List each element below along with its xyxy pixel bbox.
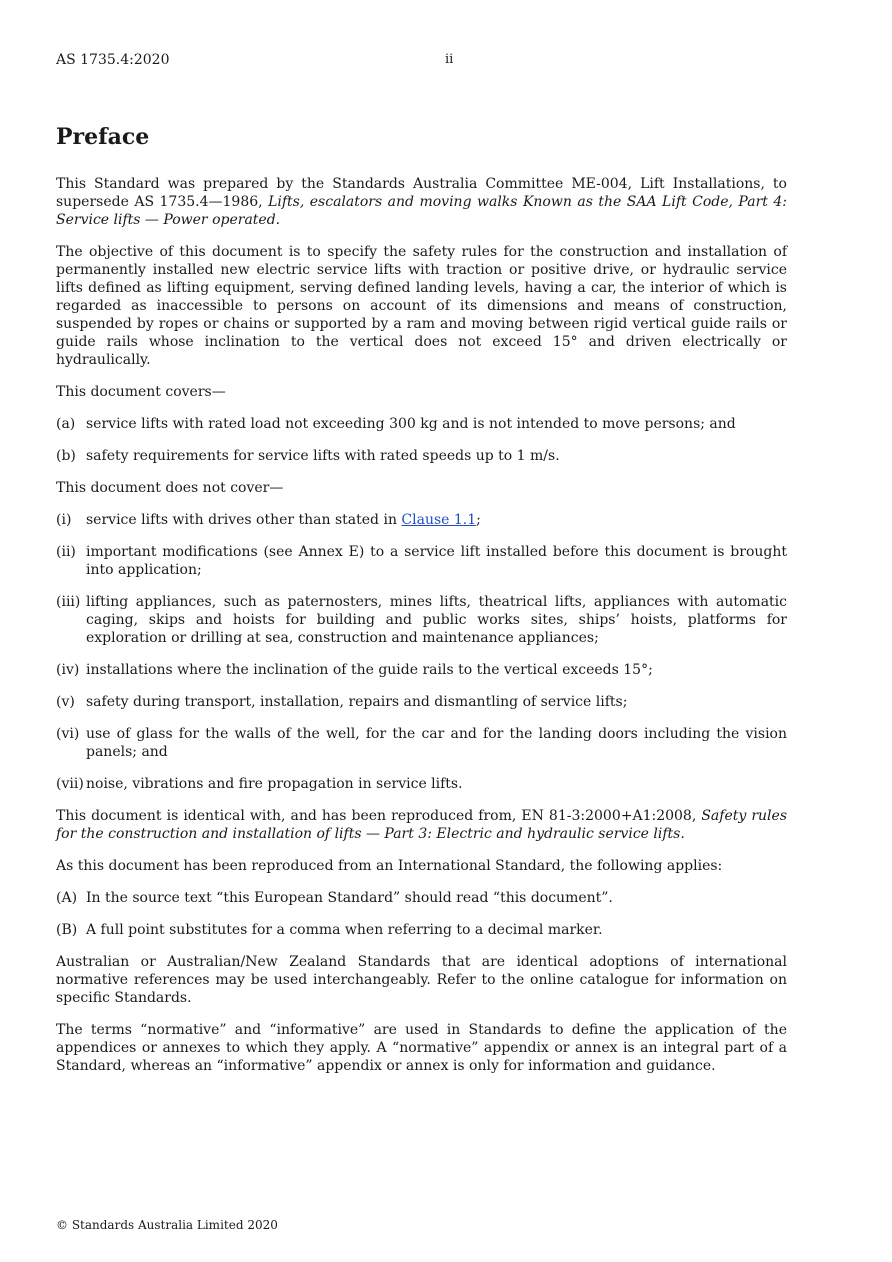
not-cover-intro: This document does not cover— xyxy=(56,480,284,496)
list-text: use of glass for the walls of the well, for the car and for the landing doors including the vision panels; and xyxy=(86,726,787,760)
list-label: (iv) xyxy=(56,662,80,678)
list-label: (b) xyxy=(56,448,76,464)
preface-body xyxy=(56,175,787,1089)
list-text: service lifts with rated load not exceeding 300 kg and is not intended to move persons; and xyxy=(86,416,736,432)
list-text: installations where the inclination of the guide rails to the vertical exceeds 15°; xyxy=(86,662,653,678)
list-item xyxy=(56,725,787,761)
list-label: (v) xyxy=(56,694,75,710)
list-item xyxy=(56,447,787,465)
document-id: AS 1735.4:2020 xyxy=(56,52,170,68)
copyright-footer: © Standards Australia Limited 2020 xyxy=(56,1218,278,1232)
list-text: A full point substitutes for a comma when referring to a decimal marker. xyxy=(86,922,603,938)
list-label: (a) xyxy=(56,416,76,432)
list-item xyxy=(56,511,787,529)
list-item xyxy=(56,543,787,579)
list-text: In the source text “this European Standard” should read “this document”. xyxy=(86,890,613,906)
list-label: (ii) xyxy=(56,544,76,560)
list-item xyxy=(56,415,787,433)
list-text: noise, vibrations and fire propagation in service lifts. xyxy=(86,776,463,792)
list-text xyxy=(86,511,787,529)
identical-paragraph xyxy=(56,807,787,843)
list-text: important modifications (see Annex E) to a service lift installed before this document is brought into application; xyxy=(86,544,787,578)
list-item xyxy=(56,921,787,939)
list-label: (vii) xyxy=(56,776,84,792)
list-label: (A) xyxy=(56,890,78,906)
intro-paragraph xyxy=(56,175,787,229)
page-number: ii xyxy=(445,52,454,67)
objective-paragraph: The objective of this document is to specify the safety rules for the construction and installation of permanently installed new electric service lifts with traction or positive drive, or hydraulic service lifts defined as lifting equipment, serving defined landing levels, having a car, the interior of which is regarded as inaccessible to persons on account of its dimensions and means of construction, suspended by ropes or chains or supported by a ram and moving between rigid vertical guide rails or guide rails whose inclination to the vertical does not exceed 15° and driven electrically or hydraulically. xyxy=(56,244,787,368)
terms-paragraph: The terms “normative” and “informative” are used in Standards to define the application of the appendices or annexes to which they apply. A “normative” appendix or annex is an integral part of a Standard, whereas an “informative” appendix or annex is only for information and guidance. xyxy=(56,1022,787,1074)
page-title: Preface xyxy=(56,124,150,150)
identical-text: This document is identical with, and has been reproduced from, EN 81-3:2000+A1:2008, xyxy=(56,808,702,824)
list-label: (i) xyxy=(56,512,72,528)
list-item xyxy=(56,661,787,679)
intro-title-italic: Lifts, escalators and moving walks Known as the SAA Lift Code, Part 4: Service lifts — Power operated. xyxy=(56,194,787,228)
list-item xyxy=(56,693,787,711)
list-text: safety requirements for service lifts with rated speeds up to 1 m/s. xyxy=(86,448,560,464)
clause-1-1-link[interactable]: Clause 1.1 xyxy=(401,512,477,528)
list-label: (iii) xyxy=(56,594,81,610)
list-item xyxy=(56,889,787,907)
list-label: (vi) xyxy=(56,726,80,742)
list-text-after-link: ; xyxy=(476,512,481,528)
identical-title-italic: Safety rules for the construction and installation of lifts — Part 3: Electric and hydraulic service lifts. xyxy=(56,808,788,842)
list-text: safety during transport, installation, repairs and dismantling of service lifts; xyxy=(86,694,628,710)
list-item xyxy=(56,593,787,647)
list-text: lifting appliances, such as paternosters, mines lifts, theatrical lifts, appliances with automatic caging, skips and hoists for building and public works sites, ships’ hoists, platforms for exploration or drilling at sea, construction and maintenance appliances; xyxy=(86,594,787,646)
list-text-before-link: service lifts with drives other than stated in xyxy=(86,512,402,528)
australian-standards-paragraph: Australian or Australian/New Zealand Standards that are identical adoptions of international normative references may be used interchangeably. Refer to the online catalogue for information on specific Standards. xyxy=(56,954,787,1006)
list-label: (B) xyxy=(56,922,78,938)
covers-intro: This document covers— xyxy=(56,384,226,400)
applies-intro: As this document has been reproduced from an International Standard, the following applies: xyxy=(56,858,723,874)
intro-text: This Standard was prepared by the Standards Australia Committee ME-004, Lift Installations, to supersede AS 1735.4—1986, xyxy=(56,176,787,210)
list-item xyxy=(56,775,787,793)
